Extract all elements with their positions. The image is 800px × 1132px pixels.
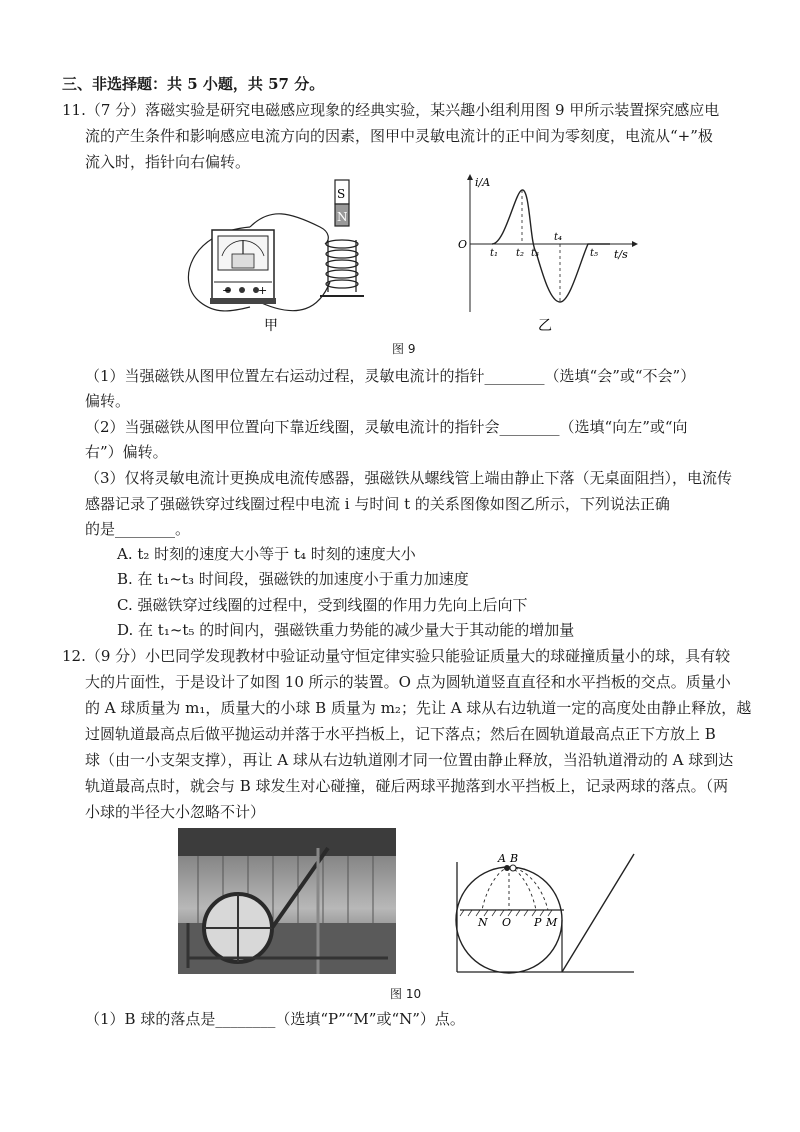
meter-plus-label: + (258, 284, 268, 297)
q12-sub-1: （1）B 球的落点是________（选填“P”“M”或“N”）点。 (85, 1010, 465, 1028)
label-n: N (478, 916, 488, 929)
figure-10-caption: 图 10 (390, 987, 422, 1001)
figure-label-right: 乙 (538, 318, 552, 334)
q12-stem-line-4: 过圆轨道最高点后做平抛运动并落于水平挡板上，记下落点；然后在圆轨道最高点正下方放上 B (85, 725, 716, 743)
label-b: B (510, 852, 519, 865)
tick-t2: t₂ (516, 248, 525, 259)
q12-stem-line-2: 大的片面性，于是设计了如图 10 所示的装置。O 点为圆轨道竖直直径和水平挡板的交点。质量小 (85, 673, 731, 691)
tick-t1: t₁ (490, 248, 499, 259)
q11-stem-line-3: 流入时，指针向右偏转。 (85, 153, 251, 171)
i-t-graph (467, 174, 638, 312)
graph-origin: O (458, 238, 468, 251)
q11-sub-1-line-1: （1）当强磁铁从图甲位置左右运动过程，灵敏电流计的指针________（选填“会”或“不会”） (85, 367, 696, 385)
apparatus-photo (178, 828, 396, 974)
tick-t5: t₅ (590, 248, 599, 259)
q12-stem-line-6: 轨道最高点时，就会与 B 球发生对心碰撞，碰后两球平抛落到水平挡板上，记录两球的落点。（两 (85, 777, 729, 795)
magnet-n-label: N (337, 210, 348, 224)
meter-minus-label: − (222, 284, 232, 297)
tick-t3: t₃ (531, 248, 540, 259)
q12-stem-line-3: 的 A 球质量为 m₁，质量大的小球 B 质量为 m₂；先让 A 球从右边轨道一定的高度处由静止释放，越 (85, 699, 752, 717)
q11-sub-3-line-1: （3）仅将灵敏电流计更换成电流传感器，强磁铁从螺线管上端由静止下落（无桌面阻挡），电流传 (85, 469, 733, 487)
q11-sub-2-line-2: 右”）偏转。 (85, 443, 168, 461)
q11-option-b: B. 在 t₁~t₃ 时间段，强磁铁的加速度小于重力加速度 (117, 570, 469, 588)
q11-option-a: A. t₂ 时刻的速度大小等于 t₄ 时刻的速度大小 (117, 545, 416, 563)
q11-sub-3-line-3: 的是________。 (85, 520, 191, 538)
q12-stem-line-7: 小球的半径大小忽略不计） (85, 803, 266, 821)
figure-9-caption: 图 9 (392, 342, 416, 356)
q12-stem-line-1: 12.（9 分）小巴同学发现教材中验证动量守恒定律实验只能验证质量大的球碰撞质量小的球，具有较 (62, 647, 731, 665)
magnet-s-label: S (337, 187, 346, 201)
track-diagram (452, 850, 642, 980)
label-m: M (546, 916, 558, 929)
figure-label-left: 甲 (264, 318, 278, 334)
incline-track (562, 854, 634, 972)
current-curve (492, 190, 610, 302)
q12-stem-line-5: 球（由一小支架支撑），再让 A 球从右边轨道刚才同一位置由静止释放，当沿轨道滑动的 A 球到达 (85, 751, 734, 769)
q11-sub-1-line-2: 偏转。 (85, 392, 131, 410)
tick-t4: t₄ (554, 232, 563, 243)
q11-stem-line-2: 流的产生条件和影响感应电流方向的因素，图甲中灵敏电流计的正中间为零刻度，电流从“+”极 (85, 127, 713, 145)
section-heading: 三、非选择题：共 5 小题，共 57 分。 (62, 75, 325, 93)
label-p: P (534, 916, 542, 929)
q11-sub-3-line-2: 感器记录了强磁铁穿过线圈过程中电流 i 与时间 t 的关系图像如图乙所示，下列说法正确 (85, 495, 670, 513)
q11-sub-2-line-1: （2）当强磁铁从图甲位置向下靠近线圈，灵敏电流计的指针会________（选填“向左”或“向 (85, 418, 688, 436)
q11-stem-line-1: 11.（7 分）落磁实验是研究电磁感应现象的经典实验，某兴趣小组利用图 9 甲所示装置探究感应电 (62, 101, 720, 119)
figure-9 (170, 172, 650, 362)
label-a: A (498, 852, 506, 865)
graph-xlabel: t/s (614, 248, 628, 261)
graph-ylabel: i/A (475, 176, 491, 189)
coil (320, 240, 364, 296)
q11-option-c: C. 强磁铁穿过线圈的过程中，受到线圈的作用力先向上后向下 (117, 596, 528, 614)
label-o: O (502, 916, 512, 929)
q11-option-d: D. 在 t₁~t₅ 的时间内，强磁铁重力势能的减少量大于其动能的增加量 (117, 621, 575, 639)
